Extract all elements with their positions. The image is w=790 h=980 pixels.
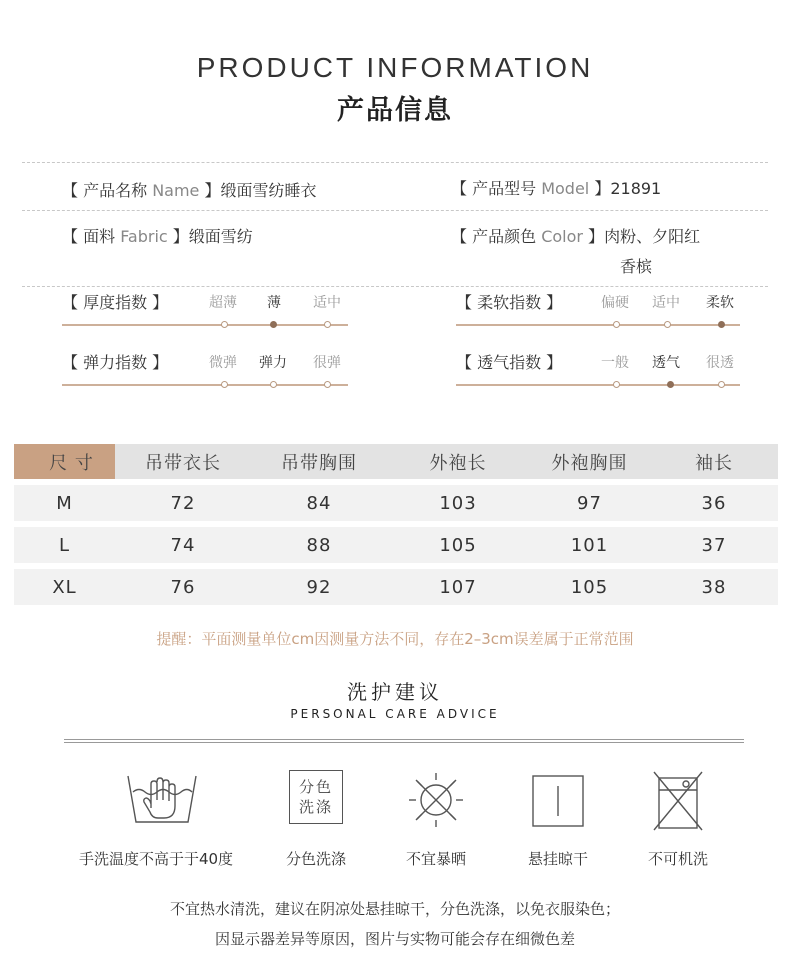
bracket-label: 【 面料 <box>62 227 121 246</box>
index-option-selected: 透气 <box>652 355 680 371</box>
index-dot <box>270 381 277 388</box>
table-row <box>14 485 778 521</box>
english-label: Color <box>541 227 583 246</box>
index-dot-selected <box>270 321 277 328</box>
index-track <box>62 324 348 326</box>
color-info <box>451 224 700 247</box>
wash-box-text: 洗涤 <box>298 798 333 816</box>
table-header-cell: 外袍胸围 <box>551 452 628 474</box>
hang-dry-icon <box>530 770 586 830</box>
product-name-info <box>62 178 317 201</box>
index-option: 很弹 <box>313 355 341 371</box>
table-cell: L <box>58 534 71 556</box>
divider <box>64 742 744 743</box>
table-cell: 37 <box>701 534 727 556</box>
index-option: 适中 <box>313 295 341 311</box>
table-header-cell: 外袍长 <box>429 452 487 474</box>
bracket-label: 【 产品颜色 <box>451 227 542 246</box>
index-dot <box>324 321 331 328</box>
no-sun-icon <box>404 770 468 830</box>
index-option-selected: 弹力 <box>259 355 287 371</box>
index-option: 超薄 <box>209 295 237 311</box>
index-dot <box>718 381 725 388</box>
care-item-label: 悬挂晾干 <box>527 850 588 868</box>
index-dot-selected <box>667 381 674 388</box>
bracket-close: 】 <box>589 179 611 198</box>
bracket-label: 【 产品名称 <box>62 181 153 200</box>
care-footer-line: 不宜热水清洗，建议在阴凉处悬挂晾干，分色洗涤，以免衣服染色； <box>169 900 620 918</box>
divider <box>22 162 768 163</box>
title-english: PRODUCT INFORMATION <box>196 52 594 83</box>
table-header-cell: 尺 寸 <box>14 444 115 479</box>
table-cell: M <box>56 492 73 514</box>
elasticity-index <box>62 350 352 390</box>
divider <box>22 286 768 287</box>
table-header-cell: 吊带衣长 <box>145 452 221 474</box>
index-dot-selected <box>718 321 725 328</box>
care-item-label: 不可机洗 <box>647 850 708 868</box>
index-track <box>62 384 348 386</box>
index-option: 微弹 <box>209 355 237 371</box>
index-dot <box>221 321 228 328</box>
care-item-label: 分色洗涤 <box>285 850 346 868</box>
table-row <box>14 569 778 605</box>
english-label: Model <box>541 179 590 198</box>
fabric-value: 缎面雪纺 <box>188 227 253 246</box>
table-cell: 97 <box>577 492 602 514</box>
measurement-note: 提醒：平面测量单位cm因测量方法不同，存在2–3cm误差属于正常范围 <box>156 630 634 648</box>
separate-wash-icon <box>289 770 343 824</box>
table-cell: 38 <box>701 576 727 598</box>
wash-box-text: 分色 <box>298 778 333 796</box>
index-dot <box>613 381 620 388</box>
table-cell: 88 <box>306 534 332 556</box>
product-model-info <box>451 176 661 199</box>
index-option: 适中 <box>652 295 680 311</box>
index-label: 【 弹力指数 】 <box>62 353 169 372</box>
table-row <box>14 527 778 563</box>
index-dot <box>664 321 671 328</box>
table-header-cell: 袖长 <box>695 452 733 474</box>
no-machine-wash-icon <box>652 770 704 832</box>
table-cell: 103 <box>439 492 477 514</box>
softness-index <box>456 290 746 330</box>
table-cell: 72 <box>170 492 196 514</box>
english-label: Name <box>152 181 200 200</box>
product-name-value: 缎面雪纺睡衣 <box>220 181 317 200</box>
index-label: 【 厚度指数 】 <box>62 293 169 312</box>
table-cell: 84 <box>306 492 332 514</box>
table-cell: 107 <box>439 576 477 598</box>
table-cell: 76 <box>170 576 196 598</box>
care-item-label: 不宜暴晒 <box>405 850 466 868</box>
fabric-info <box>62 224 253 247</box>
bracket-close: 】 <box>582 227 605 246</box>
hand-wash-icon <box>124 770 200 830</box>
index-track <box>456 384 740 386</box>
bracket-label: 【 产品型号 <box>451 179 542 198</box>
color-value-line2: 香槟 <box>620 257 653 276</box>
index-option: 一般 <box>601 355 629 371</box>
index-track <box>456 324 740 326</box>
care-footer-line: 因显示器差异等原因，图片与实物可能会存在细微色差 <box>214 930 575 948</box>
index-label: 【 柔软指数 】 <box>456 293 563 312</box>
divider <box>22 210 768 211</box>
title-chinese: 产品信息 <box>337 95 453 126</box>
color-value: 肉粉、夕阳红 <box>604 227 701 246</box>
breathability-index <box>456 350 746 390</box>
size-table <box>14 444 778 611</box>
table-cell: 105 <box>570 576 609 598</box>
index-dot <box>613 321 620 328</box>
table-cell: XL <box>52 576 77 598</box>
english-label: Fabric <box>120 227 168 246</box>
thickness-index <box>62 290 352 330</box>
bracket-close: 】 <box>199 181 221 200</box>
product-model-value: 21891 <box>610 179 662 198</box>
index-option-selected: 薄 <box>267 295 281 311</box>
index-option: 很透 <box>706 355 734 371</box>
care-item-label: 手洗温度不高于于40度 <box>78 850 234 868</box>
index-dot <box>221 381 228 388</box>
table-cell: 101 <box>570 534 609 556</box>
table-cell: 92 <box>306 576 332 598</box>
table-cell: 74 <box>170 534 196 556</box>
table-header-row <box>14 444 778 479</box>
care-title-english: PERSONAL CARE ADVICE <box>290 707 500 721</box>
table-cell: 105 <box>439 534 477 556</box>
index-dot <box>324 381 331 388</box>
index-option-selected: 柔软 <box>706 295 734 311</box>
care-title-chinese: 洗护建议 <box>347 680 443 704</box>
table-header-cell: 吊带胸围 <box>281 452 357 474</box>
index-option: 偏硬 <box>601 295 629 311</box>
divider <box>64 739 744 740</box>
bracket-close: 】 <box>167 227 189 246</box>
table-cell: 36 <box>701 492 727 514</box>
index-label: 【 透气指数 】 <box>456 353 563 372</box>
